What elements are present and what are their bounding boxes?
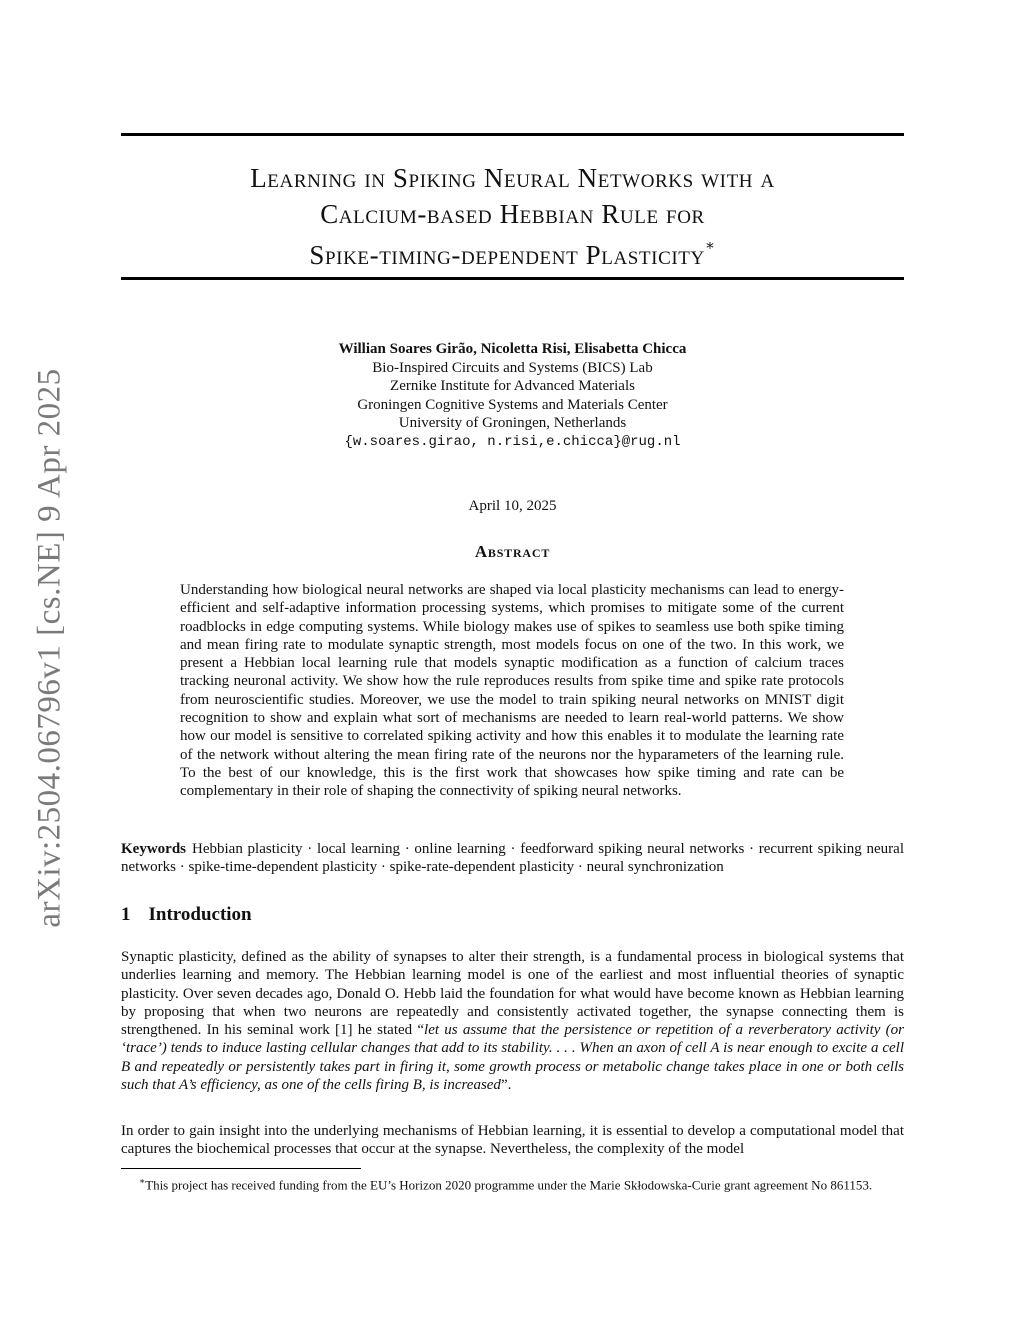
author-emails[interactable]: {w.soares.girao, n.risi,e.chicca}@rug.nl	[344, 433, 681, 450]
affiliation-line: Groningen Cognitive Systems and Materials Center	[357, 396, 668, 413]
author-block	[121, 340, 904, 451]
footnote-rule	[121, 1168, 361, 1169]
keywords-label: Keywords	[121, 841, 186, 857]
section-number: 1	[121, 904, 131, 925]
section-heading-introduction	[121, 904, 252, 926]
affiliation-line: Zernike Institute for Advanced Materials	[390, 378, 635, 394]
arxiv-side-stamp: arXiv:2504.06796v1 [cs.NE] 9 Apr 2025	[31, 368, 68, 928]
affiliation-line: Bio-Inspired Circuits and Systems (BICS) Lab	[372, 359, 653, 376]
title-line-3-text: Spike-timing-dependent Plasticity	[309, 240, 705, 270]
intro-paragraph-2: In order to gain insight into the underlying mechanisms of Hebbian learning, it is essential to develop a computational model that captures the biochemical processes that occur at the synapse. Nevertheless, the complexity of the model	[121, 1123, 904, 1158]
author-names: Willian Soares Girão, Nicoletta Risi, Elisabetta Chicca	[338, 341, 687, 357]
paper-title	[121, 160, 904, 273]
title-top-rule	[121, 133, 904, 136]
intro-paragraph-1-text: Synaptic plasticity, defined as the ability of synapses to alter their strength, is a fundamental process in biological systems that underlies learning and memory. The Hebbian learning model is one of the earliest and most influential theories of synaptic plasticity. Over seven decades ago, Donald O. Hebb laid the foundation for what would have become known as Hebbian learning by proposing that when two neurons are repeatedly and consistently activated together, the synapse connecting them is strengthened. In his seminal work [1] he stated “	[121, 949, 904, 1039]
hebb-quote: let us assume that the persistence or repetition of a reverberatory activity (or ‘trace’) tends to induce lasting cellular changes that add to its stability. . . . When an axon of cell A is near enough to excite a cell B and repeatedly or persistently takes part in firing it, some growth process or metabolic change takes place in one or both cells such that A’s efficiency, as one of the cells firing B, is increased	[121, 1022, 904, 1094]
abstract-text: Understanding how biological neural networks are shaped via local plasticity mechanisms can lead to energy-efficient and self-adaptive information processing systems, which promises to mitigate some of the current roadblocks in edge computing systems. While biology makes use of spikes to seamless use both spike timing and mean firing rate to modulate synaptic strength, most models focus on one of the two. In this work, we present a Hebbian local learning rule that models synaptic modification as a function of calcium traces tracking neuronal activity. We show how the rule reproduces results from spike time and spike rate protocols from neuroscientific studies. Moreover, we use the model to train spiking neural networks on MNIST digit recognition to show and explain what sort of mechanisms are needed to learn real-world patterns. We show how our model is sensitive to correlated spiking activity and how this enables it to modulate the learning rate of the network without altering the mean firing rate of the neurons nor the hyparameters of the learning rule. To the best of our knowledge, this is the first work that showcases how spike timing and rate can be complementary in their role of shaping the connectivity of spiking neural networks.	[180, 582, 844, 800]
title-line-1: Learning in Spiking Neural Networks with a	[250, 163, 775, 193]
intro-paragraph-1	[121, 948, 904, 1094]
keywords-block	[121, 840, 904, 877]
title-line-3	[121, 232, 904, 273]
section-title: Introduction	[148, 904, 252, 925]
abstract-heading: Abstract	[474, 542, 551, 561]
footnote-text: This project has received funding from the EU’s Horizon 2020 programme under the Marie Skłodowska-Curie grant agreement No 861153.	[145, 1177, 873, 1193]
publication-date: April 10, 2025	[468, 498, 557, 514]
title-bottom-rule	[121, 277, 904, 280]
title-footnote-marker[interactable]: ∗	[704, 238, 716, 254]
keywords-text: Hebbian plasticity · local learning · online learning · feedforward spiking neural networks · recurrent spiking neural networks · spike-time-dependent plasticity · spike-rate-dependent plasticity · neural synchronization	[121, 841, 904, 876]
intro-paragraph-1-end: ”.	[500, 1077, 512, 1094]
title-line-2: Calcium-based Hebbian Rule for	[320, 199, 705, 229]
footnote-marker: ∗	[139, 1176, 146, 1186]
affiliation-line: University of Groningen, Netherlands	[398, 415, 627, 431]
funding-footnote	[121, 1173, 904, 1193]
